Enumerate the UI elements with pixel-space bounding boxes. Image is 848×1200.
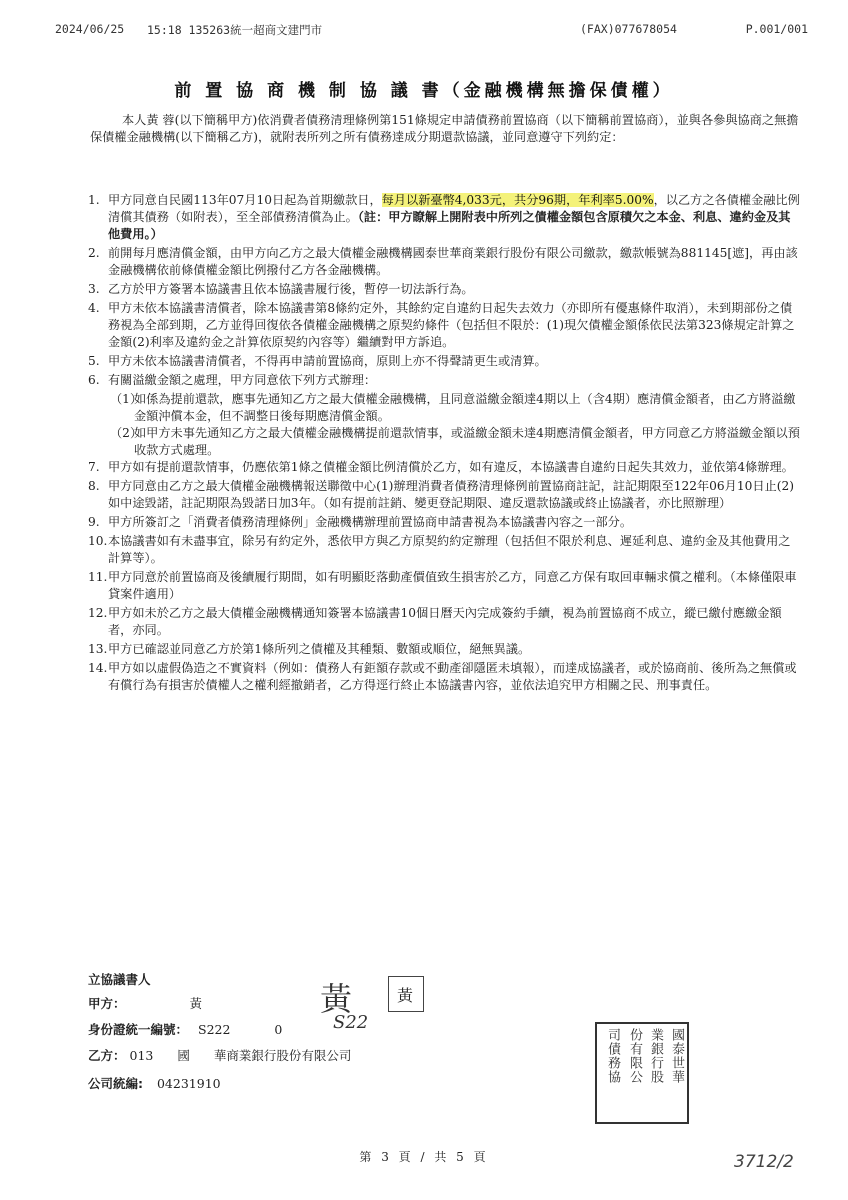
- sub-text: 如甲方未事先通知乙方之最大債權金融機構提前還款情事，或溢繳金額未達4期應清償金額者，甲方同意乙方將溢繳金額以預收款方式處理。: [134, 426, 800, 457]
- clause-text: 乙方於甲方簽署本協議書且依本協議書履行後，暫停一切法訴行為。: [108, 282, 474, 296]
- clause-3: [90, 281, 800, 298]
- id-label: 身份證統一編號：: [88, 1022, 189, 1037]
- clause-text: 甲方未依本協議書清償者，不得再申請前置協商，原則上亦不得聲請更生或清算。: [108, 354, 547, 368]
- clause-text: 甲方已確認並同意乙方於第1條所列之債權及其種類、數額或順位，絕無異議。: [108, 642, 531, 656]
- clause-number: 7.: [88, 460, 100, 474]
- id-value-2: 0: [274, 1022, 283, 1037]
- clause-2: [90, 245, 800, 279]
- clause-list: [90, 192, 800, 696]
- clause-number: 14.: [88, 661, 108, 675]
- page-footer: 第 3 頁 / 共 5 頁: [359, 1150, 489, 1164]
- clause-text: 本協議書如有未盡事宜，除另有約定外，悉依甲方與乙方原契約約定辦理（包括但不限於利息、遲延利息、違約金及其他費用之計算等）。: [108, 534, 791, 565]
- clause-1-highlight: 每月以新臺幣4,033元，共分96期，年利率5.00%: [381, 193, 654, 207]
- fax-number: (FAX)077678054: [580, 22, 677, 36]
- clause-1: [90, 192, 800, 243]
- clause-7: [90, 459, 800, 476]
- id-row: [88, 1020, 282, 1038]
- company-id-label: 公司統編:: [88, 1076, 143, 1091]
- clause-text: 甲方如以虛假偽造之不實資料（例如：債務人有鉅額存款或不動產卻隱匿未填報），而達成協議者，或於協商前、後所為之無償或有償行為有損害於債權人之權利經撤銷者，乙方得逕行終止本協議書內容，並依法追究甲方相關之民、刑事責任。: [108, 661, 797, 692]
- clause-text: 甲方所簽訂之「消費者債務清理條例」金融機構辦理前置協商申請書視為本協議書內容之一部分。: [108, 515, 633, 529]
- party-b-code: 013: [129, 1048, 154, 1063]
- clause-10: [90, 533, 800, 567]
- party-a-label: 甲方：: [88, 996, 126, 1011]
- clause-4: [90, 300, 800, 351]
- clause-number: 13.: [88, 642, 108, 656]
- clause-11: [90, 569, 800, 603]
- sub-text: 如係為提前還款，應事先通知乙方之最大債權金融機構，且同意溢繳金額達4期以上（含4期）應清償金額者，由乙方將溢繳金額沖償本金，但不調整日後每期應清償金額。: [134, 392, 796, 423]
- party-a-seal: [388, 976, 424, 1012]
- fax-page: P.001/001: [745, 22, 808, 36]
- clause-number: 12.: [88, 606, 108, 620]
- clause-number: 8.: [88, 479, 100, 493]
- company-id-row: [88, 1074, 221, 1092]
- fax-date: 2024/06/25: [55, 22, 125, 36]
- clause-number: 2.: [88, 246, 100, 260]
- document-title: 前 置 協 商 機 制 協 議 書（金融機構無擔保債權）: [174, 81, 674, 101]
- clause-number: 1.: [88, 193, 100, 207]
- clause-6-sub-2: [90, 425, 800, 459]
- clause-number: 4.: [88, 301, 100, 315]
- bank-seal: [595, 1022, 689, 1124]
- seal-column: 業銀行股: [648, 1028, 663, 1084]
- intro-paragraph: 本人黃 蓉(以下簡稱甲方)依消費者債務清理條例第151條規定申請債務前置協商（以下簡稱前置協商），並與各參與協商之無擔保債權金融機構(以下簡稱乙方)，就附表所列之所有債務達成分期還款協議，並同意遵守下列約定：: [90, 113, 799, 144]
- clause-8: [90, 478, 800, 512]
- clause-text: 有關溢繳金額之處理，甲方同意依下列方式辦理：: [108, 373, 377, 387]
- party-b-label: 乙方：: [88, 1048, 126, 1063]
- clause-number: 3.: [88, 282, 100, 296]
- clause-number: 11.: [88, 570, 108, 584]
- clause-1-note: （註：甲方瞭解上開附表中所列之債權金額包含原積欠之本金、利息、違約金及其他費用。）: [108, 210, 791, 241]
- clause-text: 甲方未依本協議書清償者，除本協議書第8條約定外，其餘約定自違約日起失去效力（亦即所有優惠條件取消），未到期部份之債務視為全部到期，乙方並得回復依各債權金融機構之原契約條件（包括但不限於：(1)現欠債權金額係依民法第323條規定計算之金額(2)利率及違約金之計算依原契約內容等）繼續對甲方訴追。: [108, 301, 795, 349]
- clause-5: [90, 353, 800, 370]
- clause-9: [90, 514, 800, 531]
- clause-12: [90, 605, 800, 639]
- clause-text: 前開每月應清償金額，由甲方向乙方之最大債權金融機構國泰世華商業銀行股份有限公司繳款，繳款帳號為881145[遮]，再由該金融機構依前條債權金額比例撥付乙方各金融機構。: [108, 246, 798, 277]
- clause-number: 9.: [88, 515, 100, 529]
- handwritten-note: 3712/2: [734, 1152, 794, 1172]
- clause-text: 甲方如未於乙方之最大債權金融機構通知簽署本協議書10個日曆天內完成簽約手續，視為前置協商不成立，縱已繳付應繳金額者，亦同。: [108, 606, 782, 637]
- clause-number: 6.: [88, 373, 100, 387]
- party-b-char: 國: [177, 1048, 190, 1063]
- clause-1-pre: 甲方同意自民國113年07月10日起為首期繳款日，: [108, 193, 382, 207]
- seal-column: 司債務協: [605, 1028, 620, 1084]
- fax-time-sender: 15:18 135263統一超商文建門市: [147, 23, 323, 37]
- clause-1-post: ，以乙方之各債權金融比例清償其債務（如附表），至全部債務清償為止。: [108, 193, 800, 224]
- clause-number: 5.: [88, 354, 100, 368]
- signatories-heading: 立協議書人: [88, 972, 151, 987]
- seal-text: 黃: [397, 986, 414, 1005]
- clause-6: [90, 372, 800, 389]
- party-a-name: 黃: [189, 996, 203, 1011]
- id-handwritten: S22: [333, 1012, 369, 1033]
- seal-column: 份有限公: [627, 1028, 642, 1084]
- party-b-name: 華商業銀行股份有限公司: [213, 1048, 352, 1063]
- fax-header: [55, 22, 808, 42]
- party-b-row: [88, 1046, 351, 1064]
- clause-6-sub-1: [90, 391, 800, 425]
- clause-text: 甲方如有提前還款情事，仍應依第1條之債權金額比例清償於乙方，如有違反，本協議書自違約日起失其效力，並依第4條辦理。: [108, 460, 794, 474]
- id-value: S222: [198, 1022, 231, 1037]
- party-a-row: [88, 994, 202, 1012]
- sub-number: （2）: [110, 426, 143, 440]
- clause-number: 10.: [88, 534, 108, 548]
- seal-column: 國泰世華: [669, 1028, 684, 1084]
- clause-13: [90, 641, 800, 658]
- party-a-signature: 黃: [320, 980, 353, 1018]
- sub-number: （1）: [110, 392, 143, 406]
- company-id-value: 04231910: [156, 1076, 221, 1091]
- clause-14: [90, 660, 800, 694]
- clause-text: 甲方同意於前置協商及後續履行期間，如有明顯貶落動產價值致生損害於乙方，同意乙方保有取回車輛求償之權利。（本條僅限車貸案件適用）: [108, 570, 797, 601]
- clause-text: 甲方同意由乙方之最大債權金融機構報送聯徵中心(1)辦理消費者債務清理條例前置協商註記，註記期限至122年06月10日止(2)如中途毀諾，註記期限為毀諾日加3年。（如有提前註銷、變更登記期限、違反還款協議或終止協議者，亦比照辦理）: [108, 479, 794, 510]
